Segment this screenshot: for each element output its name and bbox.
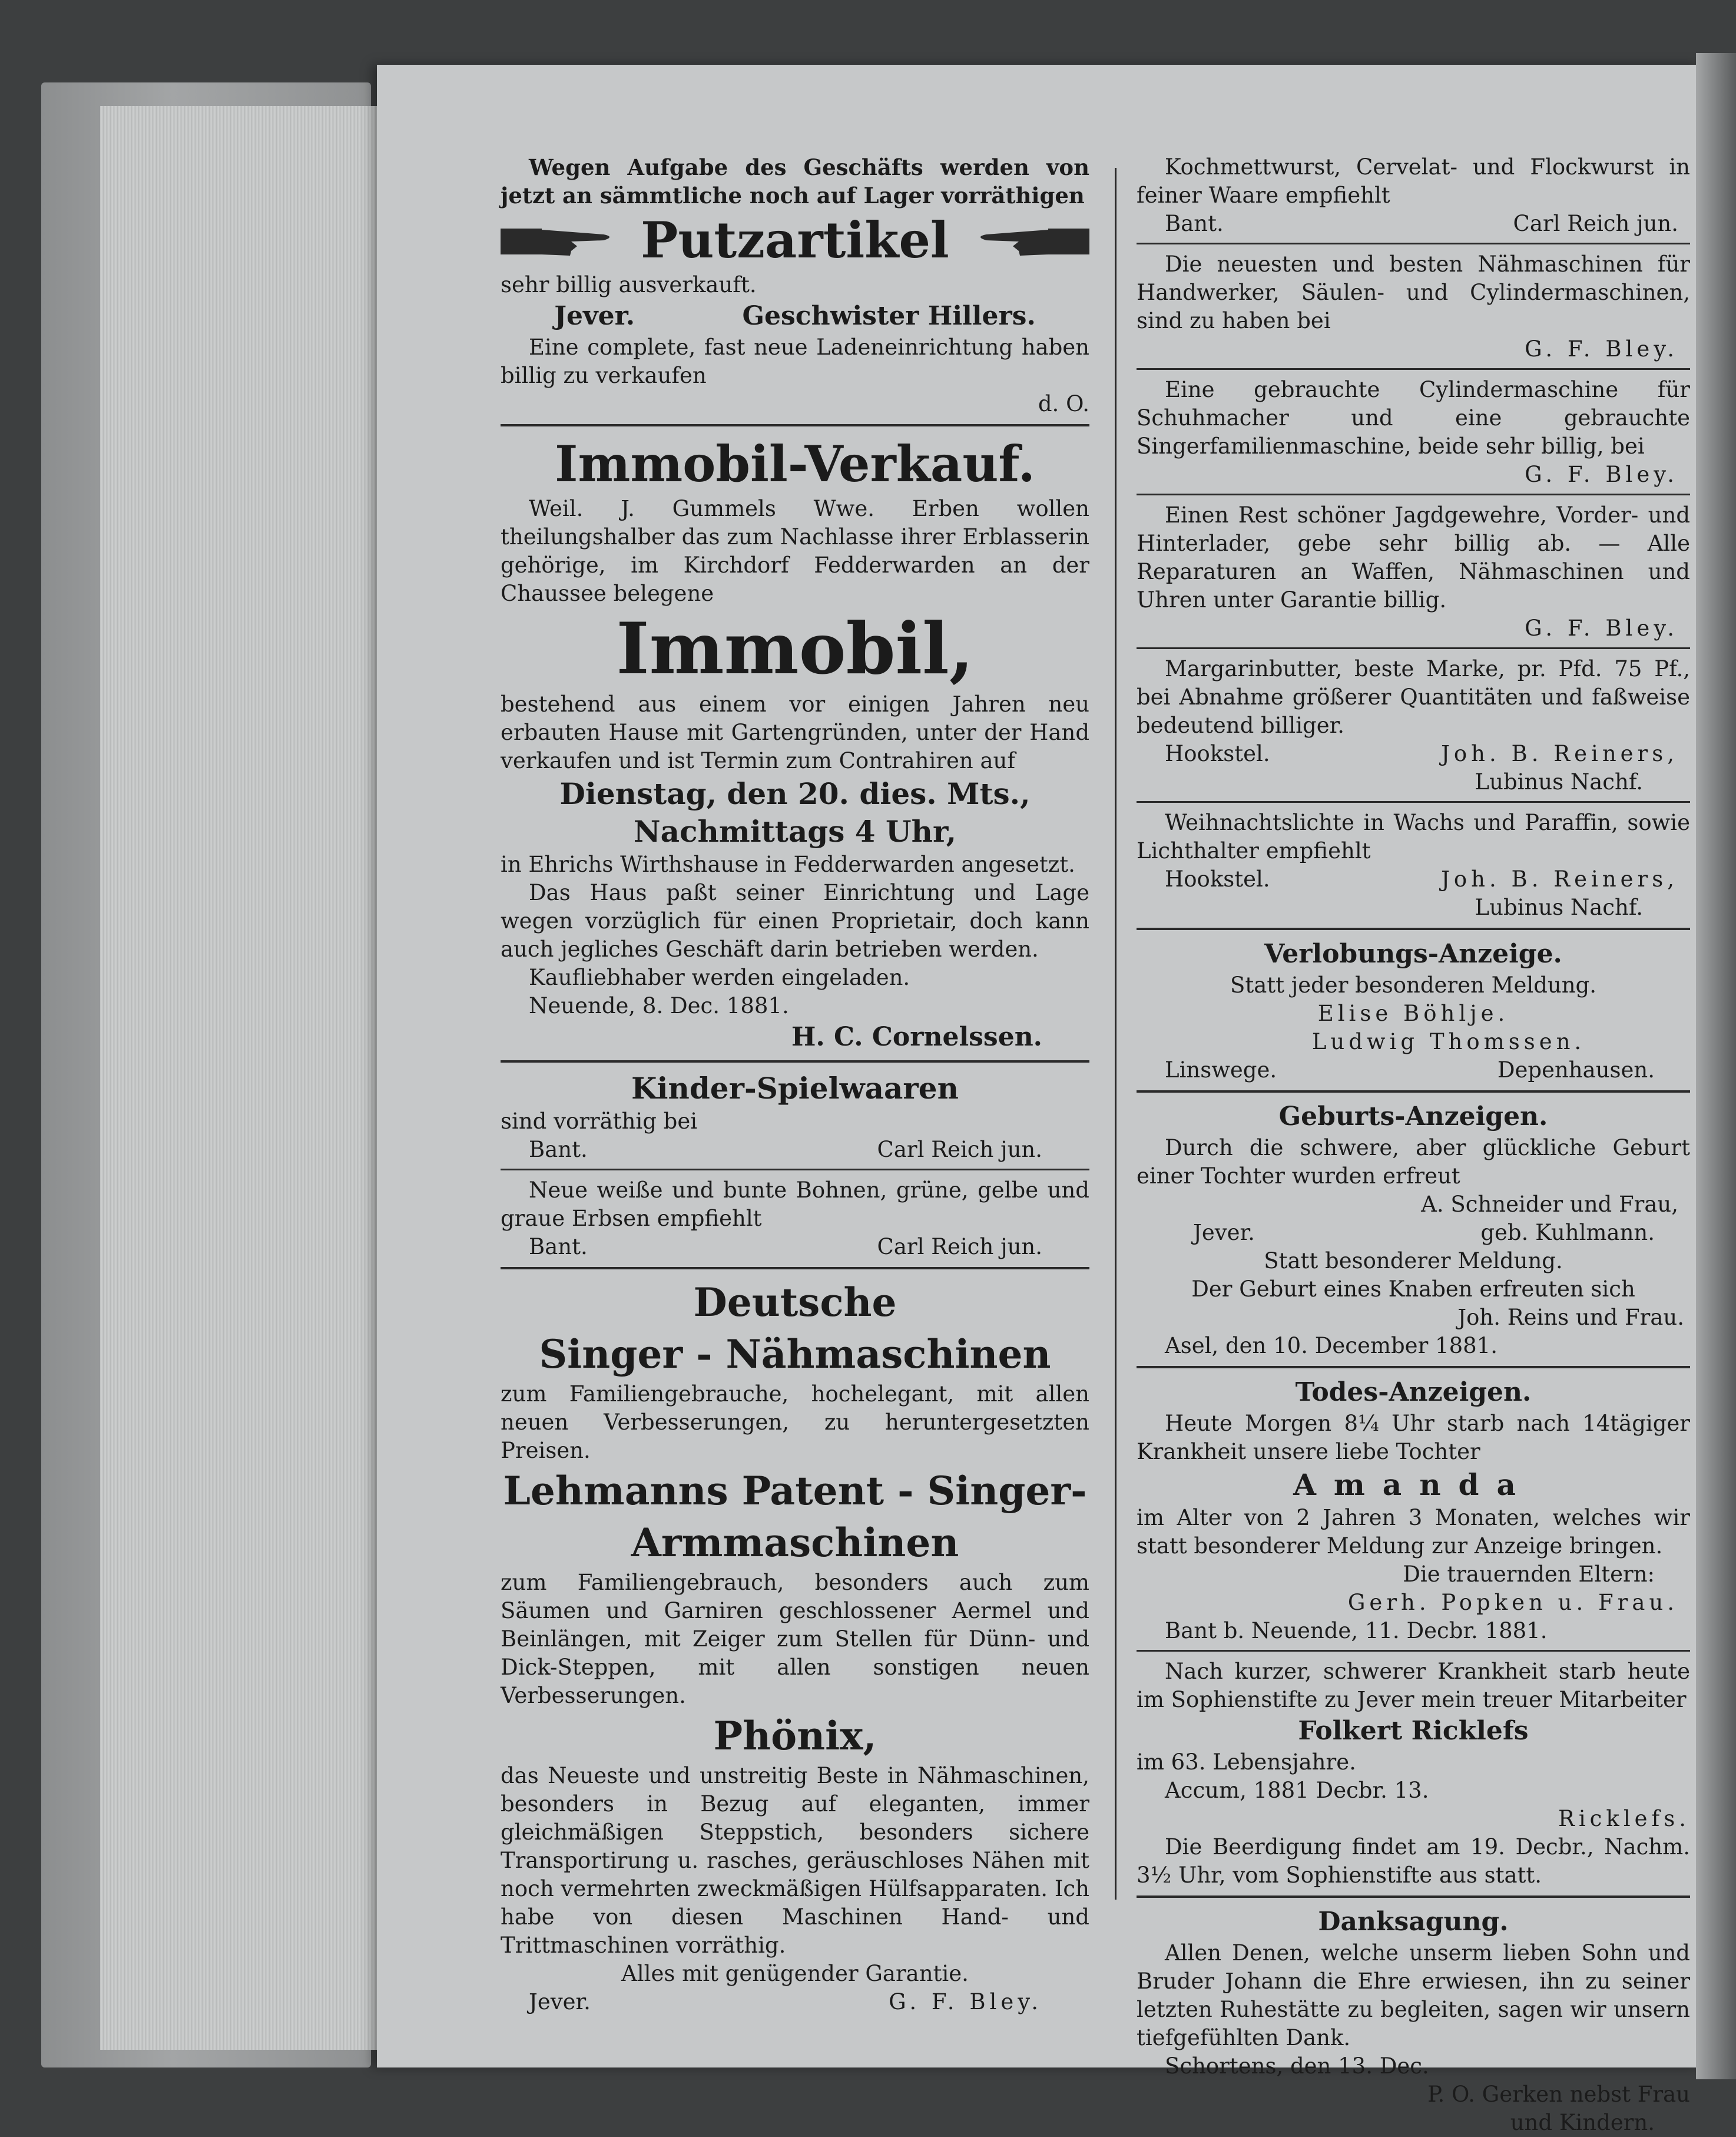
wurst-sign-row — [1137, 210, 1690, 238]
marg-text: Margarinbutter, beste Marke, pr. Pfd. 75 Pf., bei Abnahme größerer Quantitäten und faßweise bedeutend billiger. — [1137, 656, 1690, 738]
singer-t3: Lehmanns Patent - Singer- — [503, 1468, 1087, 1514]
page-edges — [100, 106, 418, 2050]
putz-title: Putzartikel — [641, 211, 949, 269]
verlob-place-row — [1137, 1056, 1690, 1084]
immobil-time: Nachmittags 4 Uhr, — [633, 814, 957, 849]
marg-sign-row — [1137, 740, 1690, 768]
geburt-text: Durch die schwere, aber glückliche Geburt einer Tochter wurden erfreut — [1137, 1135, 1690, 1189]
dank-sign2: und Kindern. — [1510, 2110, 1655, 2135]
naeh-sign: G. F. Bley. — [1525, 336, 1678, 362]
singer-text4: Alles mit genügender Garantie. — [621, 1961, 969, 1986]
immobil-date: Dienstag, den 20. dies. Mts., — [559, 776, 1031, 811]
singer-text1: zum Familiengebrauche, hochelegant, mit allen neuen Verbesserungen, zu heruntergesetzten Preisen. — [501, 1381, 1089, 1463]
immobil-sign: H. C. Cornelssen. — [791, 1022, 1042, 1052]
immobil-place: Neuende, 8. Dec. 1881. — [529, 993, 789, 1018]
pointing-hand-right-icon — [501, 217, 618, 264]
singer-t1: Deutsche — [693, 1279, 897, 1325]
tod-name: Amanda — [1293, 1467, 1533, 1502]
verlob-p2: Depenhausen. — [1497, 1057, 1655, 1083]
kinder-text: sind vorräthig bei — [501, 1109, 698, 1134]
singer-text2: zum Familiengebrauch, besonders auch zum Säumen und Garniren geschlossener Aermel und Beinlängen, mit Zeiger zum Stellen für Dünn- und Dick-Steppen, mit allen sonstigen neuen Verbesserungen. — [501, 1570, 1089, 1708]
immobil-text: Weil. J. Gummels Wwe. Erben wollen theilungshalber das zum Nachlasse ihrer Erblasserin gehörige, im Kirchdorf Fedderwarden an der Chaussee belegene — [501, 496, 1089, 606]
geburt-sub: Statt besonderer Meldung. — [1264, 1248, 1563, 1273]
singer-t5: Phönix, — [713, 1713, 877, 1759]
kinder-title: Kinder-Spielwaaren — [631, 1071, 959, 1106]
licht-sign-row — [1137, 865, 1690, 894]
singer-t2: Singer - Nähmaschinen — [539, 1331, 1051, 1377]
right-column — [1137, 153, 1690, 2137]
tod-title: Todes-Anzeigen. — [1295, 1377, 1532, 1407]
separator — [1137, 928, 1690, 930]
tod-sign: Gerh. Popken u. Frau. — [1347, 1590, 1678, 1615]
tod-date: Bant b. Neuende, 11. Decbr. 1881. — [1165, 1618, 1548, 1643]
singer-text3: das Neueste und unstreitig Beste in Nähmaschinen, besonders in Bezug auf eleganten, immer gleichmäßigen Steppstich, besonders sichere Transportirung u. rasches, geräuschloses Nähen mit noch vermehrten zweckmäßigen Hülfsapparaten. Ich habe von diesen Maschinen Hand- und Trittmaschinen vorräthig. — [501, 1763, 1089, 1958]
immobil-text2: bestehend aus einem vor einigen Jahren neu erbauten Hause mit Gartengründen, unter der Hand verkaufen und ist Termin zum Contrahiren auf — [501, 692, 1089, 773]
cyl-sign: G. F. Bley. — [1525, 462, 1678, 487]
separator — [1137, 243, 1690, 244]
separator — [1137, 1650, 1690, 1652]
separator — [1137, 494, 1690, 495]
bohnen-sign-row — [501, 1233, 1089, 1261]
putz-text: Eine complete, fast neue Ladeneinrichtung haben billig zu verkaufen — [501, 335, 1089, 388]
separator — [1137, 647, 1690, 649]
dank-date: Schortens, den 13. Dec. — [1165, 2053, 1429, 2079]
immobil-text3: in Ehrichs Wirthshause in Fedderwarden angesetzt. — [501, 852, 1075, 877]
singer-t4: Armmaschinen — [631, 1520, 959, 1566]
facing-page-edge — [1696, 53, 1736, 2079]
putz-intro: Wegen Aufgabe des Geschäfts werden von jetzt an sämmtliche noch auf Lager vorräthigen — [501, 154, 1089, 209]
separator — [501, 1060, 1089, 1063]
jagd-sign: G. F. Bley. — [1525, 616, 1678, 641]
naeh-text: Die neuesten und besten Nähmaschinen für Handwerker, Säulen- und Cylindermaschinen, sind zu haben bei — [1137, 252, 1690, 333]
singer-sign: G. F. Bley. — [889, 1989, 1042, 2014]
tod-text5: Die Beerdigung findet am 19. Decbr., Nachm. 3½ Uhr, vom Sophienstifte aus statt. — [1137, 1834, 1690, 1888]
kinder-place: Bant. — [529, 1137, 588, 1162]
tod-name2: Folkert Ricklefs — [1298, 1716, 1529, 1746]
geburt-n3: Joh. Reins und Frau. — [1457, 1305, 1684, 1330]
bohnen-text: Neue weiße und bunte Bohnen, grüne, gelbe und graue Erbsen empfiehlt — [501, 1177, 1089, 1231]
immobil-text4: Das Haus paßt seiner Einrichtung und Lage wegen vorzüglich für einen Proprietair, doch kann auch jegliches Geschäft darin betrieben werden. — [501, 880, 1089, 962]
wurst-sign: Carl Reich jun. — [1513, 211, 1678, 236]
singer-sign-row — [501, 1988, 1089, 2016]
tod-sub: Die trauernden Eltern: — [1403, 1562, 1655, 1587]
jagd-text: Einen Rest schöner Jagdgewehre, Vorder- und Hinterlader, gebe sehr billig ab. — Alle Reparaturen an Waffen, Nähmaschinen und Uhren unter Garantie billig. — [1137, 502, 1690, 613]
putz-firm: Geschwister Hillers. — [742, 301, 1036, 331]
separator — [1137, 1366, 1690, 1368]
tod-text4: im 63. Lebensjahre. — [1137, 1749, 1356, 1775]
geburt-n2: geb. Kuhlmann. — [1480, 1220, 1655, 1245]
tod-text2: im Alter von 2 Jahren 3 Monaten, welches wir statt besonderer Meldung zur Anzeige bringen. — [1137, 1505, 1690, 1559]
separator — [501, 1169, 1089, 1170]
dank-title: Danksagung. — [1318, 1907, 1509, 1937]
verlob-p1: Linswege. — [1165, 1057, 1277, 1083]
marg-sign1: Joh. B. Reiners, — [1441, 741, 1678, 766]
bohnen-place: Bant. — [529, 1234, 588, 1259]
separator — [501, 1267, 1089, 1269]
verlob-n2: Ludwig Thomssen. — [1311, 1029, 1586, 1054]
dank-sign1: P. O. Gerken nebst Frau — [1427, 2082, 1690, 2107]
geburt-text2: Der Geburt eines Knaben erfreuten sich — [1191, 1276, 1635, 1302]
geburt-place: Jever. — [1193, 1220, 1255, 1245]
licht-sign1: Joh. B. Reiners, — [1441, 866, 1678, 892]
separator — [501, 424, 1089, 426]
verlob-sub: Statt jeder besonderen Meldung. — [1230, 972, 1596, 998]
licht-place: Hookstel. — [1165, 866, 1270, 892]
singer-place: Jever. — [529, 1989, 591, 2014]
putz-title-row — [501, 210, 1089, 271]
separator — [1137, 1895, 1690, 1898]
column-divider — [1115, 168, 1117, 1900]
marg-place: Hookstel. — [1165, 741, 1270, 766]
separator — [1137, 801, 1690, 803]
geburt-n1: A. Schneider und Frau, — [1421, 1192, 1678, 1217]
kinder-sign-row — [501, 1136, 1089, 1164]
verlob-n1: Elise Böhlje. — [1317, 1001, 1509, 1026]
immobil-big: Immobil, — [616, 607, 974, 690]
wurst-place: Bant. — [1165, 211, 1224, 236]
licht-text: Weihnachtslichte in Wachs und Paraffin, sowie Lichthalter empfiehlt — [1137, 810, 1690, 864]
left-column — [501, 153, 1089, 2016]
licht-sign2: Lubinus Nachf. — [1475, 895, 1643, 920]
immobil-text5: Kaufliebhaber werden eingeladen. — [529, 965, 910, 990]
marg-sign2: Lubinus Nachf. — [1475, 769, 1643, 795]
putz-line: sehr billig ausverkauft. — [501, 272, 757, 297]
immobil-title: Immobil-Verkauf. — [555, 435, 1035, 493]
pointing-hand-left-icon — [972, 217, 1089, 264]
dank-text: Allen Denen, welche unserm lieben Sohn und Bruder Johann die Ehre erwiesen, ihn zu seiner letzten Ruhestätte zu begleiten, sagen wir unsern tiefgefühlten Dank. — [1137, 1940, 1690, 2050]
bohnen-sign: Carl Reich jun. — [877, 1234, 1042, 1259]
tod-sign2: Ricklefs. — [1558, 1806, 1690, 1831]
geburt-place-row — [1137, 1219, 1690, 1247]
cyl-text: Eine gebrauchte Cylindermaschine für Schuhmacher und eine gebrauchte Singerfamilienmaschine, beide sehr billig, bei — [1137, 377, 1690, 459]
wurst-text: Kochmettwurst, Cervelat- und Flockwurst in feiner Waare empfiehlt — [1137, 154, 1690, 208]
putz-sign: d. O. — [1038, 391, 1089, 416]
tod-date2: Accum, 1881 Decbr. 13. — [1165, 1778, 1429, 1803]
geburt-title: Geburts-Anzeigen. — [1278, 1101, 1548, 1132]
verlob-title: Verlobungs-Anzeige. — [1264, 939, 1562, 969]
kinder-sign: Carl Reich jun. — [877, 1137, 1042, 1162]
tod-text: Heute Morgen 8¼ Uhr starb nach 14tägiger Krankheit unsere liebe Tochter — [1137, 1411, 1690, 1464]
putz-place: Jever. — [554, 301, 635, 331]
geburt-date: Asel, den 10. December 1881. — [1165, 1333, 1498, 1358]
separator — [1137, 368, 1690, 370]
separator — [1137, 1090, 1690, 1093]
putz-firm-row — [501, 299, 1089, 333]
tod-text3: Nach kurzer, schwerer Krankheit starb heute im Sophienstifte zu Jever mein treuer Mitarbeiter — [1137, 1659, 1690, 1712]
